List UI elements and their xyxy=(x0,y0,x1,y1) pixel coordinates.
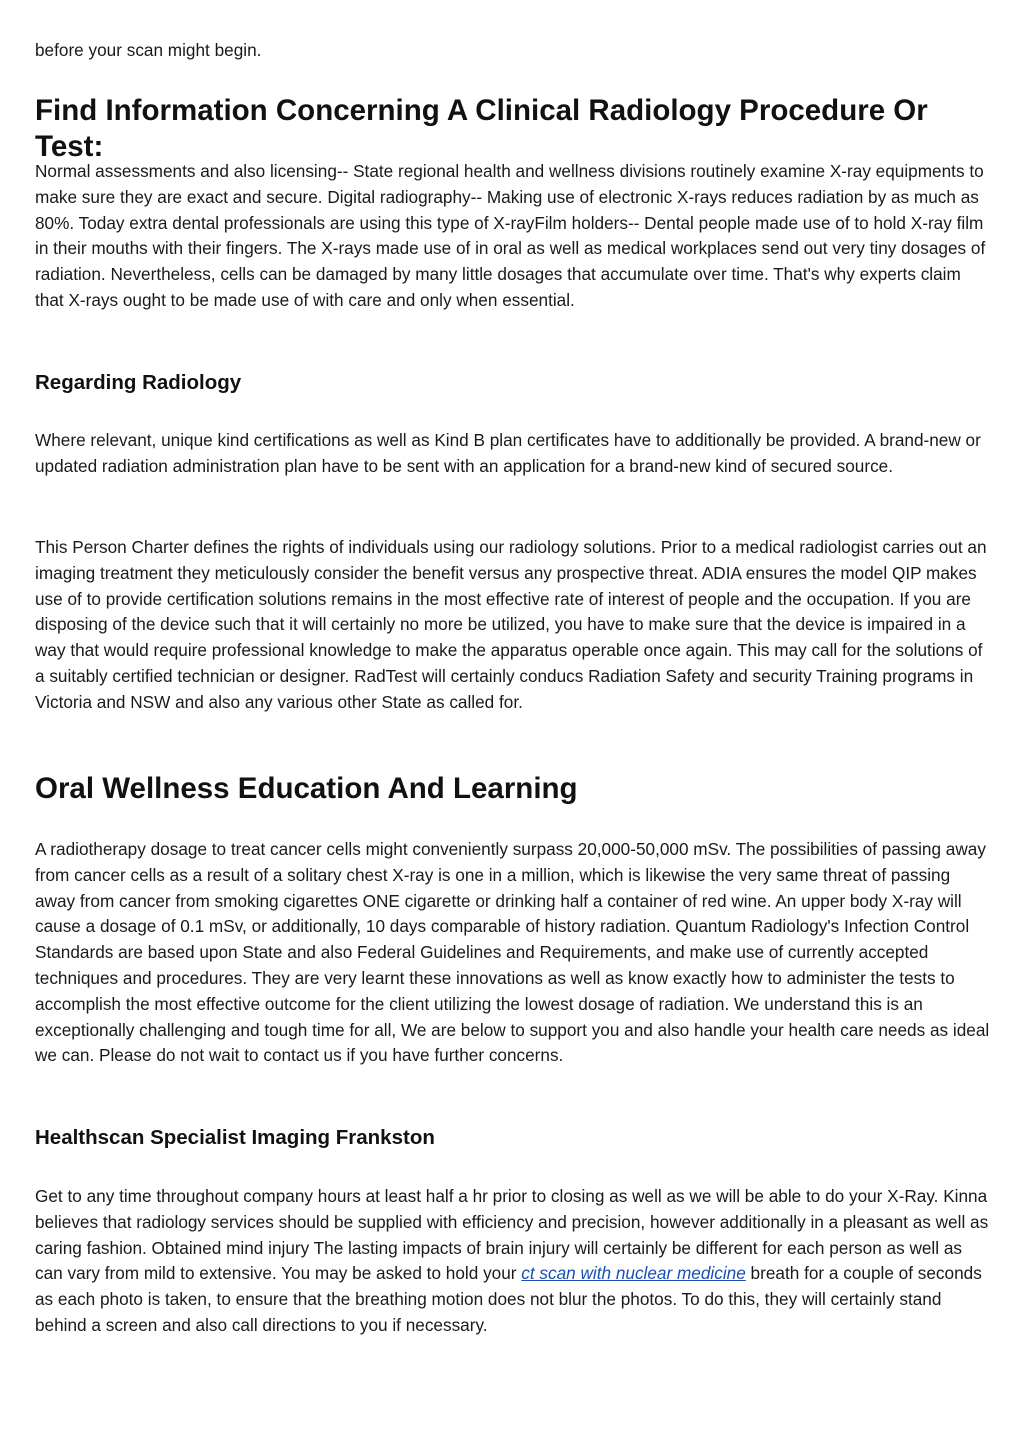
paragraph-text-before-link: Get to any time throughout company hours at least half a hr prior to closing as well as we will be able to do your X-Ray. Kinna believes that radiology services should be supplied with efficiency and precision, however additionally in a pleasant as well as caring fashion. Obtained mind injury The lasting impacts of brain injury will certainly be different for each person as well as can vary from mild to extensive. You may be asked to hold your xyxy=(35,1186,989,1284)
intro-fragment: before your scan might begin. xyxy=(35,40,262,60)
section-heading-oral-wellness: Oral Wellness Education And Learning xyxy=(35,772,578,805)
section-paragraph-person-charter: This Person Charter defines the rights of individuals using our radiology solutions. Prior to a medical radiologist carries out an imaging treatment they meticulously consider the benefit versus any prospective threat. ADIA ensures the model QIP makes use of to provide certification solutions remains in the most effective rate of interest of people and the occupation. If you are disposing of the device such that it will certainly no more be utilized, you have to make sure that the device is impaired in a way that would require professional knowledge to make the apparatus operable once again. This may call for the solutions of a suitably certified technician or designer. RadTest will certainly conducs Radiation Safety and security Training programs in Victoria and NSW and also any various other State as called for. xyxy=(35,537,987,712)
section-heading-regarding-radiology: Regarding Radiology xyxy=(35,371,242,394)
section-paragraph-xray-hours xyxy=(35,1184,990,1339)
ct-scan-link[interactable]: ct scan with nuclear medicine xyxy=(521,1263,746,1284)
section-paragraph-certifications: Where relevant, unique kind certifications as well as Kind B plan certificates have to additionally be provided. A brand-new or updated radiation administration plan have to be sent with an application for a brand-new kind of secured source. xyxy=(35,430,981,476)
paragraph-text-after-link: breath for a couple of seconds as each photo is taken, to ensure that the breathing motion does not blur the photos. To do this, they will certainly stand behind a screen and also call directions to you if necessary. xyxy=(35,1263,982,1335)
section-paragraph-assessments: Normal assessments and also licensing-- State regional health and wellness divisions routinely examine X-ray equipments to make sure they are exact and secure. Digital radiography-- Making use of electronic X-rays reduces radiation by as much as 80%. Today extra dental professionals are using this type of X-rayFilm holders-- Dental people made use of to hold X-ray film in their mouths with their fingers. The X-rays made use of in oral as well as medical workplaces send out very tiny dosages of radiation. Nevertheless, cells can be damaged by many little dosages that accumulate over time. That's why experts claim that X-rays ought to be made use of with care and only when essential. xyxy=(35,161,986,310)
section-heading-clinical-radiology: Find Information Concerning A Clinical Radiology Procedure Or Test: xyxy=(35,94,928,163)
section-paragraph-radiotherapy: A radiotherapy dosage to treat cancer cells might conveniently surpass 20,000-50,000 mSv. The possibilities of passing away from cancer cells as a result of a solitary chest X-ray is one in a million, which is likewise the very same threat of passing away from cancer from smoking cigarettes ONE cigarette or drinking half a container of red wine. An upper body X-ray will cause a dosage of 0.1 mSv, or additionally, 10 days comparable of history radiation. Quantum Radiology's Infection Control Standards are based upon State and also Federal Guidelines and Requirements, and make use of currently accepted techniques and procedures. They are very learnt these innovations as well as know exactly how to administer the tests to accomplish the most effective outcome for the client utilizing the lowest dosage of radiation. We understand this is an exceptionally challenging and tough time for all, We are below to support you and also handle your health care needs as ideal we can. Please do not wait to contact us if you have further concerns. xyxy=(35,839,990,1066)
section-heading-healthscan: Healthscan Specialist Imaging Frankston xyxy=(35,1126,435,1149)
